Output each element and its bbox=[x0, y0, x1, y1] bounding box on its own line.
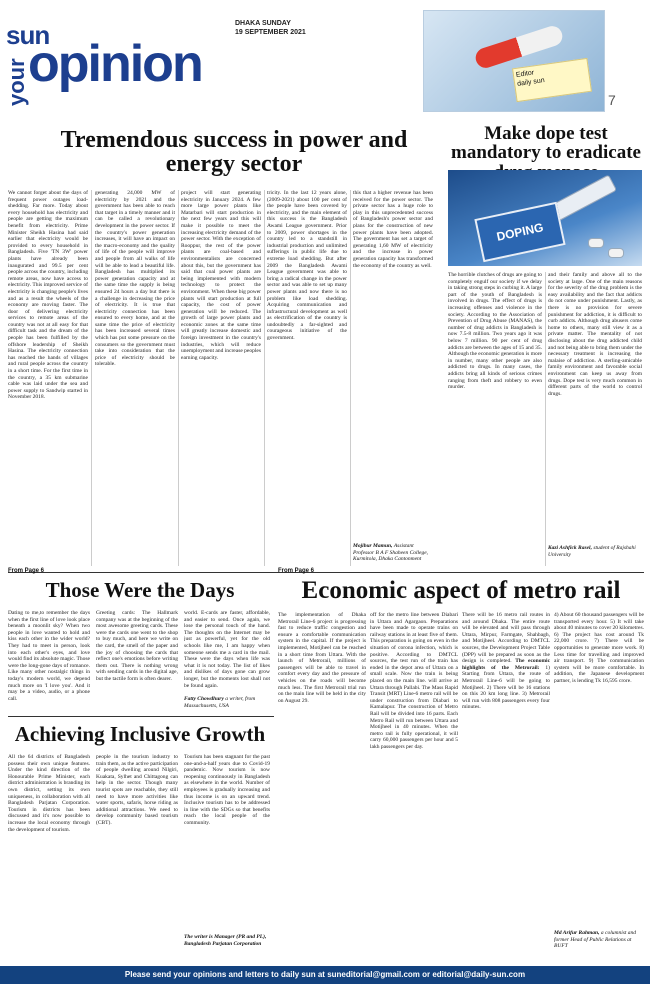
tourism-byline bbox=[184, 934, 272, 947]
power-col-1-text: We cannot forget about the days of frequent power outages load-shedding. Far more. Today about every household has electricity and people are getting the maximum benefit from electricity. Prime Minister Sheikh Hasina had said earlier that electricity would be provided to every household in Bangladesh. Five 'TN 3W' power plants have already been inaugurated and 99.5 per cent people across the country, including remote areas, now have access to electricity. This improved service of electricity is changing people's lives and as a result the wheels of the economy are moving faster. The door of delivering electricity services to remote areas of the country was not at all easy for that difficult task and the dream of the people has been fulfilled by the offshore leadership of Sheikh Hasina. The electricity connection has reached the hands of villages and rural people across the country in a short time. For the first time in the country, a 35 km submarine cable was laid under the sea and power supply to Sandwip started in November 2018. bbox=[8, 190, 88, 401]
days-kicker: From Page 6 bbox=[8, 568, 45, 574]
metro-col-2-text: off for the metro line between Diabari in Uttara and Agargaon. Preparations have been made to operate trains on railway stations in at least five of them. This preparation is going on even in the situation of corona infection, which is positive. According to DMTCL sources, the test run of the train has ended in the depot area of Uttara on a small scale. Now the train is being placed on the main line. bbox=[370, 612, 458, 684]
days-byline-name: Fatty Chowdhury bbox=[184, 696, 224, 702]
power-byline-role: Assistant Professor B A F Shaheen College, Kurmitola, Dhaka Cantonment bbox=[353, 543, 429, 563]
metro-col-1 bbox=[278, 612, 366, 962]
metro-col-3-text: There will be 16 metro rail routes in and around Dhaka. The entire route will be elevated and will pass through Uttara, Mirpur, Farmgate, Shahbagh, and Motijheel. According to DMTCL sources, the Development Project Table (DPP) will be prepared as soon as the design is completed. bbox=[462, 612, 550, 665]
days-col-3 bbox=[184, 610, 270, 694]
brand-opinion: opinion bbox=[28, 35, 202, 93]
edition: DHAKA SUNDAY bbox=[235, 20, 291, 27]
metro-col-1-text: The implementation of Dhaka Metrorail Line-6 project is progressing fast to reduce traffic congestion and ensure a comfortable communication system in the capital. If the project is implemented, Motijheel can be reached in a short time from Uttara. With the launch of Metrorail, millions of passengers will be able to travel in comfort every day and the pressure of vehicles on the roads will become much less. The first Metrorail trial run on the main line will be held in the city on August 29. bbox=[278, 612, 366, 704]
metro-col-3 bbox=[462, 612, 550, 962]
tourism-col-2 bbox=[96, 754, 178, 960]
drug-col-1 bbox=[448, 272, 542, 566]
doping-illustration bbox=[448, 170, 642, 266]
headline-days: Those Were the Days bbox=[45, 578, 235, 602]
doping-label: DOPING bbox=[474, 202, 565, 263]
brand-sun: sun bbox=[6, 20, 50, 50]
power-col-5 bbox=[353, 190, 433, 540]
brand-your: your bbox=[4, 58, 29, 106]
divider bbox=[91, 190, 92, 566]
pill-icon bbox=[608, 248, 624, 258]
days-col-2 bbox=[96, 610, 178, 712]
power-col-1 bbox=[8, 190, 88, 566]
metro-col-2b-text: will arrive at Uttara through Pallabi. The Mass Rapid Transit (MRT) Line-6 metro rail will be under construction from Diabari to Kamalapur. The construction of Metro Rail will be divided into 16 parts. Each Metro Rail will run between Uttara and Motijheel in 40 minutes. When the metro rail is fully operational, it will carry 60,000 passengers per hour and 5 lakh passengers per day. bbox=[370, 677, 458, 750]
divider bbox=[264, 190, 265, 566]
section-rule bbox=[8, 572, 644, 573]
drug-byline-name: Kazi Ashfick Rasel, bbox=[548, 545, 592, 551]
power-byline-name: Mojibur Mamun, bbox=[353, 543, 393, 549]
drug-col-2-text: and their family and above all to the society at large. One of the main reasons for the severity of the drug problem is the easy availability and the fact that addicts do not come under punishment. Lastly, as there is no provision for severe punishment for addiction, it is difficult to curb addicts. Although drug abusers come home to others, many still view it as a private matter. The mentality of not disclosing about the drug addicted child and not being able to bring them under the necessary treatment is increasing the malaise of addiction. A sterling-amicable family environment and favorable social environment can keep us away from drugs. Dope test is very much common in different parts of the world to control drugs. bbox=[548, 272, 642, 397]
page-number: 7 bbox=[608, 92, 616, 108]
headline-power: Tremendous success in power and energy sector bbox=[60, 127, 408, 178]
metro-highlights: 1) Starting from Uttara, the route of Metrorail Line-6 will be going to Motijheel. 2) There will be 16 stations on this 20 km long line. 3) Metrorail will run with 808 passengers every four minutes. bbox=[462, 664, 550, 711]
section-rule bbox=[8, 716, 274, 717]
tourism-col-2-text: people in the tourism industry to train them, as the active participation of people dwelling around Nilgiri, Kuakata, Sylhet and Chittagong can help in the sector. Though many tourist spots are reachable, they still need to have more activities like water sports, safaris, horse riding as additional attractions. We need to develop community based tourism (CBT). bbox=[96, 754, 178, 826]
power-col-3-text: project will start generating electricity in January 2024. A few more large power plants like Matarbari will start production in the next few years and this will make it possible to meet the increasing electricity demand of the power sector. With the exception of Rooppur, the rest of the power plants are coal-based and environmentalists are concerned about this, but the government has said that coal power plants are being implemented with modern technology to protect the environment. When these big power plants will start production at full capacity, the cost of power generation will be reduced. The growth of large power plants and economic zones at the same time will greatly increase domestic and foreign investment in the country's industries, which will reduce unemployment and increase peoples earning capacity. bbox=[181, 190, 261, 361]
power-byline bbox=[353, 543, 435, 563]
date: 19 SEPTEMBER 2021 bbox=[235, 29, 306, 36]
days-byline bbox=[184, 696, 272, 709]
metro-col-2 bbox=[370, 612, 458, 962]
power-col-5-text: this that a higher revenue has been received for the power sector. The private sector has a huge role to play in this unprecedented success of Bangladesh's power sector and plans for the construction of new power plants have been adopted. The government has set a target of generating 1,60 MW of electricity and the increase in power generation capacity has transformed the economy of the country as well. bbox=[353, 190, 433, 269]
drug-byline-role: student of Rajshahi University bbox=[548, 545, 636, 558]
divider bbox=[545, 272, 546, 566]
headline-tourism: Achieving Inclusive Growth bbox=[14, 722, 266, 746]
submission-footer: Please send your opinions and letters to daily sun at suneditorial@gmail.com or editorial@daily-sun.com bbox=[0, 966, 650, 984]
metro-highlights-title: The economic highlights of the Metrorail: bbox=[462, 658, 550, 671]
power-col-4 bbox=[267, 190, 347, 566]
power-col-2-text: generating 24,000 MW of electricity by 2021 and the government has been able to reach that target in a timely manner and it can be called a revolutionary development in the power sector. If the country's power generation increases, it will have an impact on the macro-economy and the quality of life of the people will improve and people from all walks of life will be able to lead a beautiful life. Bangladesh has multiplied its power generation capacity and at the same time the supply is being ensured 24 hours a day but there is a challenge in decreasing the price of electricity. It is true that electricity connection has been ensured to every home, and at the same time the price of electricity has been increased several times which has put some pressure on the consumers so the government must take into consideration that the price of electricity should be tolerable. bbox=[95, 190, 175, 368]
drug-byline bbox=[548, 545, 644, 558]
headline-drug: Make dope test mandatory to eradicate bbox=[451, 123, 641, 164]
dateline bbox=[235, 19, 306, 37]
divider bbox=[178, 190, 179, 566]
power-col-2 bbox=[95, 190, 175, 566]
days-col-2-text: Greeting cards: The Hallmark company was at the beginning of the most awesome greeting cards. These were the cards one went to the shop to buy much, and here we write on the card, the smell of the paper and the joy of choosing the cards that reflect one's emotions before writing them out. There is nothing wrong with sending cards in the digital age, but the tactile form is often dearer. bbox=[96, 610, 178, 682]
days-byline-role: a writer, from Massachusetts, USA bbox=[184, 696, 256, 709]
pill-illustration bbox=[423, 10, 605, 112]
metro-byline bbox=[554, 930, 644, 950]
drug-col-2 bbox=[548, 272, 642, 542]
metro-byline-role: a columnist and former Head of Public Relations at BUFT bbox=[554, 930, 637, 950]
metro-kicker: From Page 6 bbox=[278, 568, 315, 574]
tourism-col-1 bbox=[8, 754, 90, 960]
note-tag: Editor daily sun bbox=[512, 58, 592, 102]
pill-icon bbox=[588, 238, 604, 248]
tourism-col-3 bbox=[184, 754, 270, 932]
drug-col-1-text: The horrible clutches of drugs are going to completely engulf our society if we delay in taking strong steps in curbing it. A large part of the youth of Bangladesh is involved in drugs. The effect of drugs is increasing offenses and violence in the society. According to the Association of Prevention of Drug Abuse (MANAS), the number of drug addicts in Bangladesh is now 7.5-8 million. Two years ago it was below 7 million. 90 per cent of drug addicts are between the ages of 15 and 35. Although the economic generation is more in number, many other people are also addicted to drugs. In many cases, the addicts bring all kinds of serious crimes ranging from theft and robbery to even murder. bbox=[448, 272, 542, 391]
metro-col-4-text: 4) About 60 thousand passengers will be transported every hour. 5) It will take about 40 minutes to cover 20 kilometres. 6) The project has cost around Tk 22,000 crore. 7) There will be opportunities to generate more work. 8) Less time for travelling and improved air transport. 9) The communication system will be more comfortable. In addition, the Japanese development partner, is lending Tk 16,595 crore. bbox=[554, 612, 644, 684]
divider bbox=[350, 190, 351, 566]
headline-metro: Economic aspect of metro rail bbox=[301, 577, 621, 604]
days-col-1 bbox=[8, 610, 90, 712]
power-col-3 bbox=[181, 190, 261, 566]
metro-col-4 bbox=[554, 612, 644, 928]
days-col-3-text: world. E-cards are faster, affordable, and easier to send. Once again, we lose the personal touch of the hand. The thoughts on the Internet may be just as powerful, yet for the old schools like me, I am happy when someone sends me a card in the mail. These were the days when life was what it is not today. The list of likes and dislikes of days gone can grow longer, but the moments lost shall not be found again. bbox=[184, 610, 270, 689]
tourism-col-3-text: Tourism has been stagnant for the past one-and-a-half years due to Covid-19 pandemic. Now tourism is now reopening continuously in Bangladesh as elsewhere in the world. Number of employees is gradually increasing and thus income is on an upward trend. Inclusive tourism has to be addressed in line with the SDGs so that benefits reach the local people of the community. bbox=[184, 754, 270, 826]
tourism-byline-name: The writer is Manager (PR and PL), Bangladesh Parjatan Corporation bbox=[184, 934, 267, 947]
metro-byline-name: Md Arifur Rahman, bbox=[554, 930, 600, 936]
days-col-1-text: Dating to me,to remember the days when the first line of love look place beneath a moonlit sky? When two people in love wanted to hold and kiss each other in the wider world? They had to meet in person, look into each other's eyes, and love would find its absolute magic. Those were the long-gone days of romance. Like many other nostalgic things in today's modern world, we depend much more on 'I love you'. And it may be a video, audio, or a phone call. bbox=[8, 610, 90, 702]
tourism-col-1-text: All the 64 districts of Bangladesh possess their own unique features. Under the kind direction of the Honourable Prime Minister, each district administration is branding its own district, setting its own uniqueness, in collaboration with all Bangladesh Parjatan Corporation. Tourism in districts has been discussed and it's now possible to increase the local economy through the development of tourism. bbox=[8, 754, 90, 833]
power-col-4-text: tricity. In the last 12 years alone, (2009-2021) about 100 per cent of the people have been covered by electricity, and the main element of this success is the Bangladesh Awami League government. Prior to 2009, power shortages in the country led to a standstill in industrial production and unlimited sufferings in public life due to extreme load shedding. But after 2009 the Bangladesh Awami League government was able to bring a radical change in the power sector and was able to set up many power plants and now there is no problem like load shedding. Acquiring communication and infrastructural development as well as electrification of the country is undoubtedly a far-sighted and courageous initiative of the government. bbox=[267, 190, 347, 342]
